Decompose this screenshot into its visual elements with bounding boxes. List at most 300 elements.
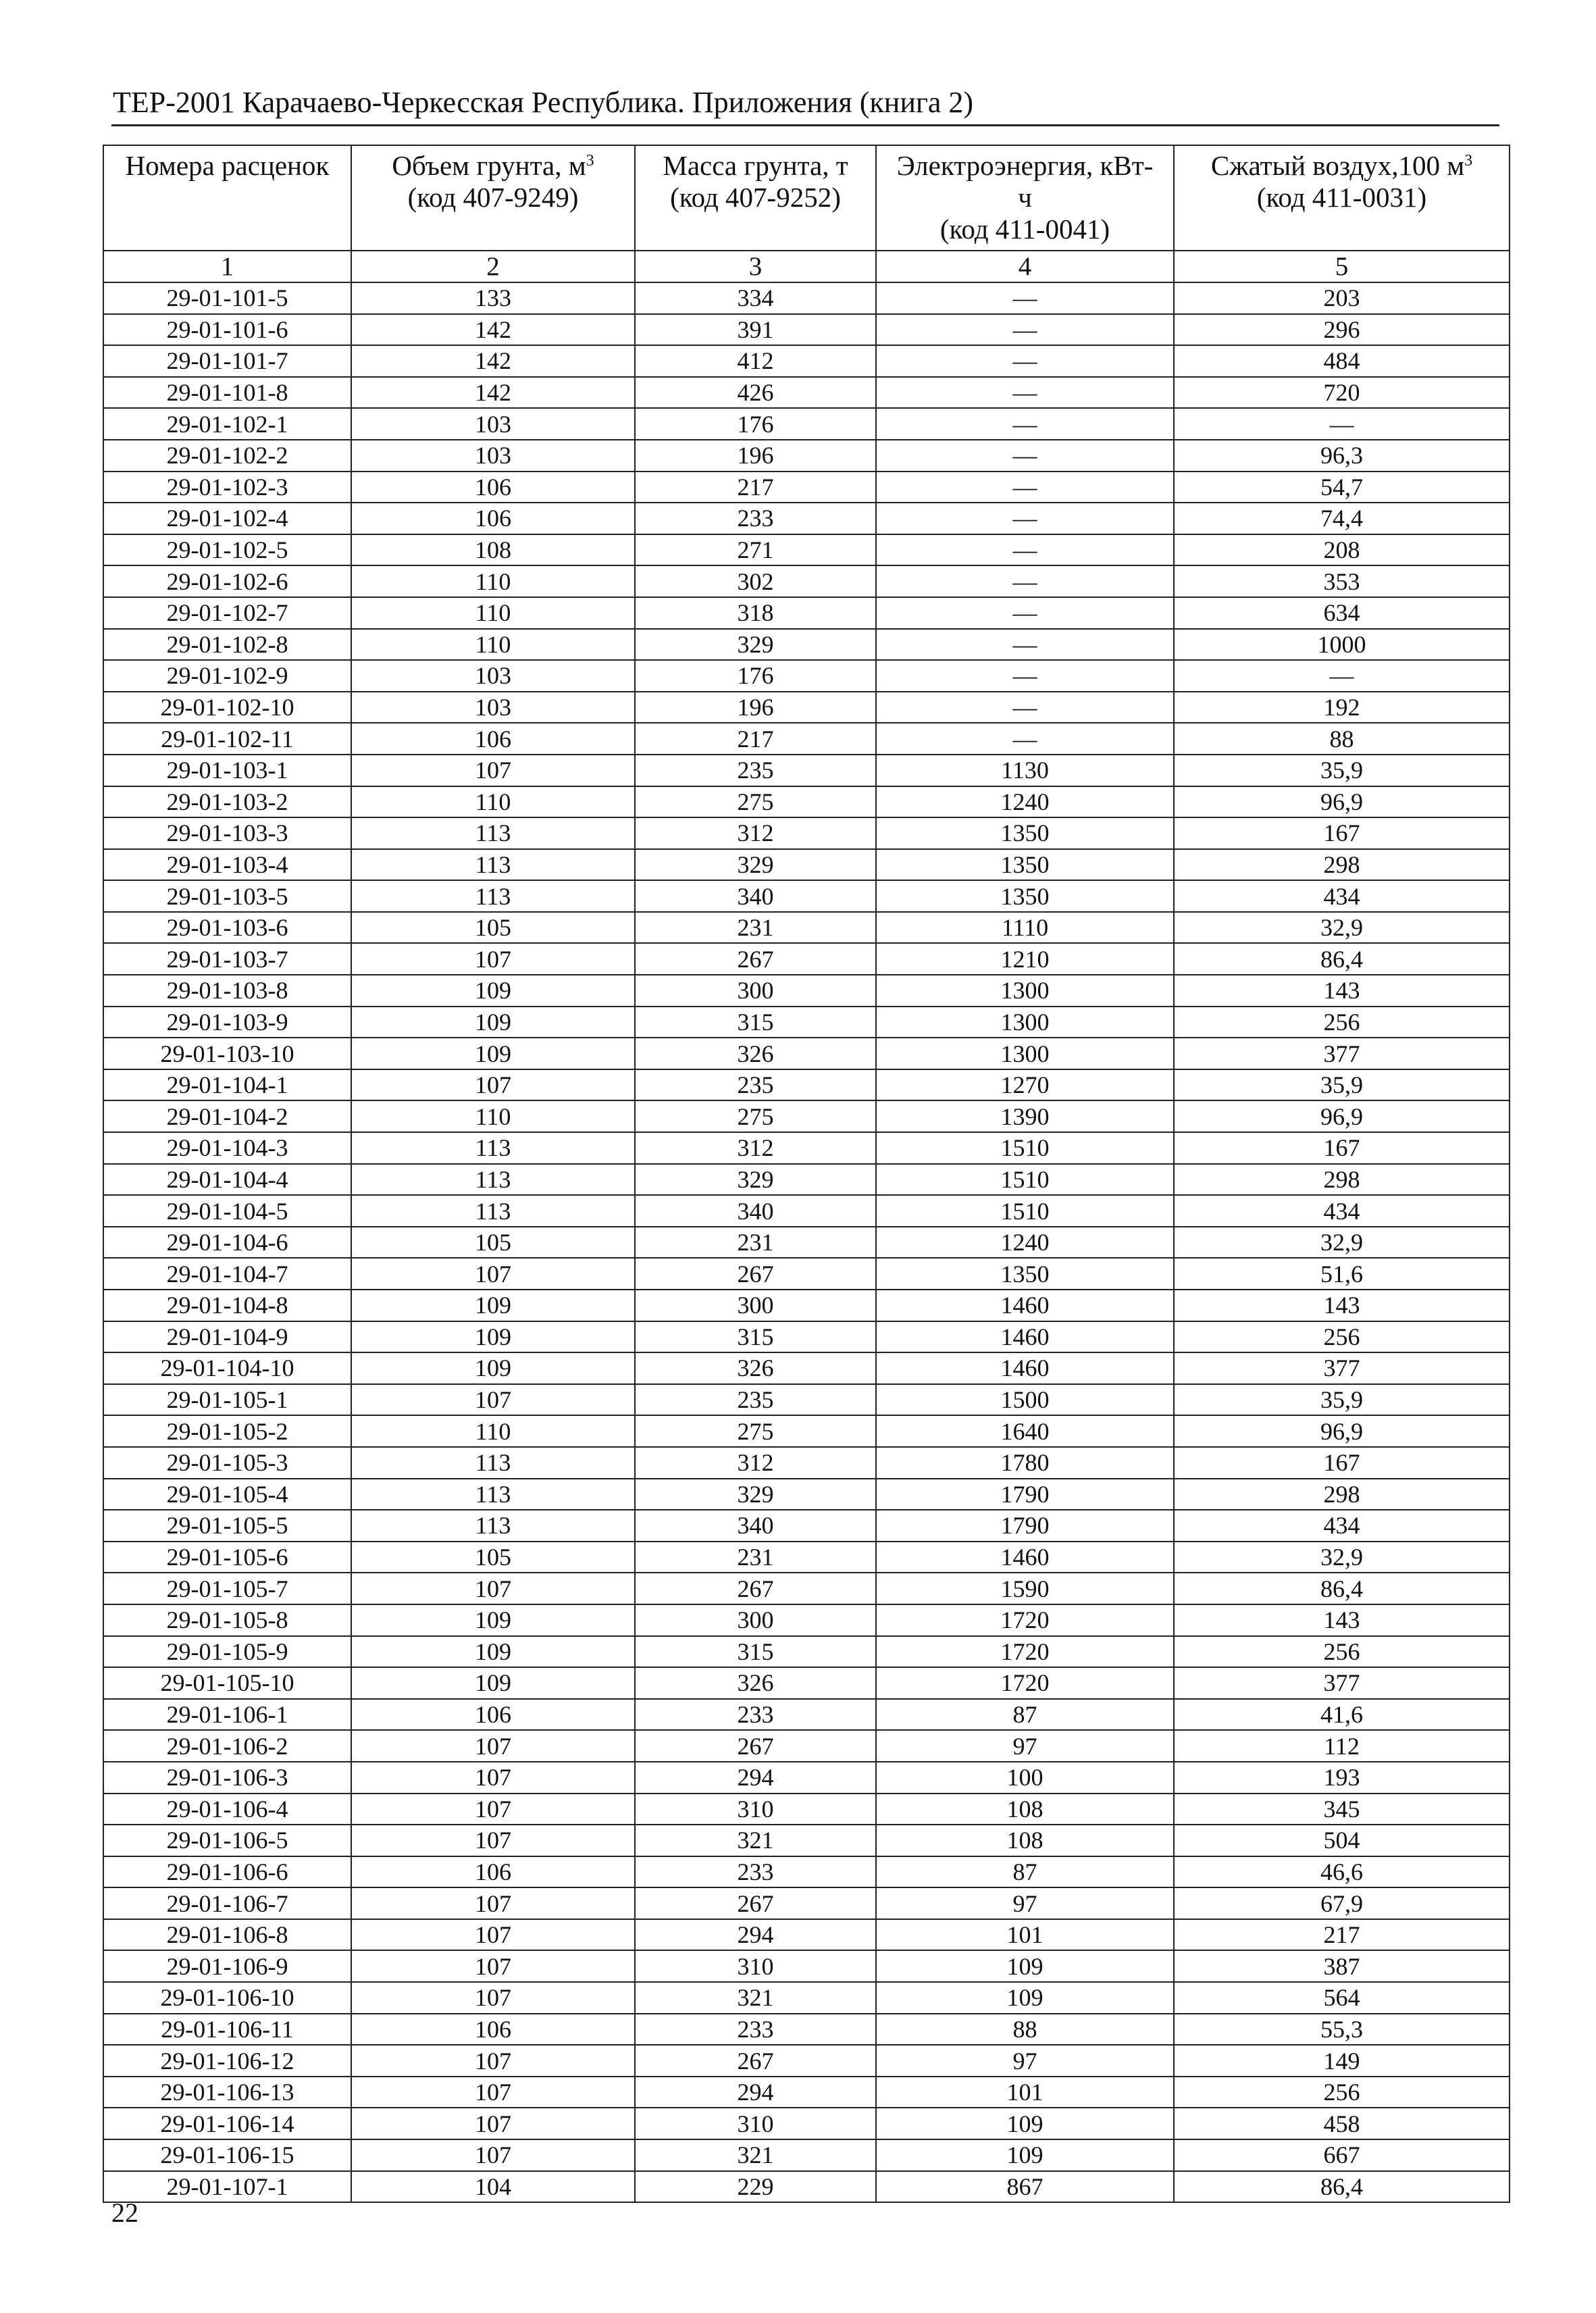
rate-number-cell: 29-01-102-6	[103, 565, 351, 597]
soil-mass-cell: 267	[635, 2045, 876, 2077]
rate-number-cell: 29-01-102-1	[103, 408, 351, 440]
soil-mass-cell: 233	[635, 503, 876, 534]
rate-number-cell: 29-01-106-4	[103, 1794, 351, 1825]
compressed-air-cell: 345	[1174, 1794, 1510, 1825]
compressed-air-cell: —	[1174, 408, 1510, 440]
rate-number-cell: 29-01-102-8	[103, 629, 351, 661]
table-row	[103, 975, 1510, 1007]
electricity-cell: 1460	[876, 1352, 1174, 1384]
compressed-air-cell: 434	[1174, 1510, 1510, 1542]
soil-volume-cell: 107	[351, 2139, 635, 2171]
electricity-cell: 1130	[876, 755, 1174, 786]
table-row	[103, 1794, 1510, 1825]
rate-number-cell: 29-01-106-12	[103, 2045, 351, 2077]
soil-volume-cell: 113	[351, 817, 635, 849]
rate-number-cell: 29-01-102-9	[103, 660, 351, 692]
electricity-cell: 867	[876, 2171, 1174, 2203]
soil-volume-cell: 107	[351, 1887, 635, 1919]
electricity-cell: —	[876, 408, 1174, 440]
electricity-cell: 1780	[876, 1447, 1174, 1479]
table-row	[103, 849, 1510, 881]
table-row	[103, 565, 1510, 597]
electricity-cell: 101	[876, 2077, 1174, 2108]
col-header-compressed-air: Сжатый воздух,100 $м^3$ (код 411-0031)	[1174, 145, 1510, 251]
compressed-air-cell: 96,9	[1174, 1100, 1510, 1132]
electricity-cell: 1510	[876, 1195, 1174, 1227]
rate-number-cell: 29-01-102-3	[103, 472, 351, 503]
rate-number-cell: 29-01-101-7	[103, 345, 351, 377]
electricity-cell: 1300	[876, 1038, 1174, 1069]
table-row	[103, 503, 1510, 534]
soil-mass-cell: 217	[635, 472, 876, 503]
compressed-air-cell: 298	[1174, 1164, 1510, 1196]
soil-volume-cell: 107	[351, 2077, 635, 2108]
table-row	[103, 1290, 1510, 1321]
table-row	[103, 1415, 1510, 1447]
compressed-air-cell: 35,9	[1174, 755, 1510, 786]
rate-number-cell: 29-01-104-2	[103, 1100, 351, 1132]
compressed-air-cell: 208	[1174, 534, 1510, 566]
soil-mass-cell: 233	[635, 1699, 876, 1731]
soil-mass-cell: 275	[635, 786, 876, 818]
page-header	[111, 80, 1499, 126]
soil-mass-cell: 318	[635, 597, 876, 629]
electricity-cell: 1510	[876, 1132, 1174, 1164]
soil-mass-cell: 267	[635, 1730, 876, 1762]
compressed-air-cell: 55,3	[1174, 2014, 1510, 2045]
table-row	[103, 1510, 1510, 1542]
soil-volume-cell: 103	[351, 440, 635, 472]
soil-volume-cell: 105	[351, 1227, 635, 1259]
compressed-air-cell: 434	[1174, 1195, 1510, 1227]
soil-volume-cell: 110	[351, 786, 635, 818]
soil-mass-cell: 300	[635, 1290, 876, 1321]
soil-volume-cell: 105	[351, 1542, 635, 1573]
table-row	[103, 472, 1510, 503]
soil-volume-cell: 110	[351, 629, 635, 661]
electricity-cell: 1790	[876, 1510, 1174, 1542]
soil-mass-cell: 231	[635, 912, 876, 944]
soil-mass-cell: 196	[635, 692, 876, 723]
table-row	[103, 408, 1510, 440]
compressed-air-cell: 1000	[1174, 629, 1510, 661]
soil-volume-cell: 108	[351, 534, 635, 566]
compressed-air-cell: 256	[1174, 1636, 1510, 1668]
compressed-air-cell: 143	[1174, 975, 1510, 1007]
soil-volume-cell: 107	[351, 2045, 635, 2077]
rate-number-cell: 29-01-104-3	[103, 1132, 351, 1164]
soil-volume-cell: 113	[351, 849, 635, 881]
table-row	[103, 786, 1510, 818]
table-row	[103, 1384, 1510, 1416]
soil-volume-cell: 109	[351, 1007, 635, 1038]
soil-volume-cell: 103	[351, 692, 635, 723]
compressed-air-cell: 377	[1174, 1667, 1510, 1699]
electricity-cell: 109	[876, 1950, 1174, 1982]
soil-volume-cell: 110	[351, 597, 635, 629]
electricity-cell: 1350	[876, 849, 1174, 881]
compressed-air-cell: 143	[1174, 1290, 1510, 1321]
soil-volume-cell: 107	[351, 1950, 635, 1982]
electricity-cell: 109	[876, 1982, 1174, 2014]
electricity-cell: 100	[876, 1762, 1174, 1794]
col-header-soil-mass: Масса грунта, т (код 407-9252)	[635, 145, 876, 251]
rate-number-cell: 29-01-105-4	[103, 1479, 351, 1510]
column-number: 5	[1174, 251, 1510, 282]
table-row	[103, 1730, 1510, 1762]
electricity-cell: —	[876, 692, 1174, 723]
soil-mass-cell: 267	[635, 1887, 876, 1919]
electricity-cell: —	[876, 723, 1174, 755]
rate-number-cell: 29-01-106-1	[103, 1699, 351, 1731]
norms-table	[103, 145, 1510, 2203]
soil-mass-cell: 334	[635, 282, 876, 314]
rate-number-cell: 29-01-106-15	[103, 2139, 351, 2171]
table-row	[103, 629, 1510, 661]
soil-volume-cell: 109	[351, 1038, 635, 1069]
electricity-cell: 1350	[876, 1258, 1174, 1290]
electricity-cell: 109	[876, 2139, 1174, 2171]
electricity-cell: —	[876, 503, 1174, 534]
rate-number-cell: 29-01-103-6	[103, 912, 351, 944]
soil-mass-cell: 312	[635, 1447, 876, 1479]
soil-mass-cell: 412	[635, 345, 876, 377]
rate-number-cell: 29-01-103-3	[103, 817, 351, 849]
rate-number-cell: 29-01-102-2	[103, 440, 351, 472]
soil-volume-cell: 106	[351, 1699, 635, 1731]
soil-volume-cell: 107	[351, 1384, 635, 1416]
table-row	[103, 314, 1510, 346]
compressed-air-cell: 298	[1174, 849, 1510, 881]
table-row	[103, 1667, 1510, 1699]
electricity-cell: 97	[876, 1730, 1174, 1762]
page-number: 22	[111, 2197, 138, 2228]
electricity-cell: 1390	[876, 1100, 1174, 1132]
soil-mass-cell: 267	[635, 1573, 876, 1604]
rate-number-cell: 29-01-103-2	[103, 786, 351, 818]
compressed-air-cell: 504	[1174, 1825, 1510, 1856]
soil-volume-cell: 106	[351, 472, 635, 503]
table-row	[103, 1447, 1510, 1479]
soil-mass-cell: 235	[635, 755, 876, 786]
compressed-air-cell: 298	[1174, 1479, 1510, 1510]
compressed-air-cell: 88	[1174, 723, 1510, 755]
electricity-cell: 1460	[876, 1290, 1174, 1321]
table-row	[103, 2014, 1510, 2045]
soil-volume-cell: 107	[351, 1794, 635, 1825]
soil-mass-cell: 294	[635, 1919, 876, 1951]
table-row	[103, 1636, 1510, 1668]
table-row	[103, 1825, 1510, 1856]
table-header-row	[103, 145, 1510, 251]
rate-number-cell: 29-01-103-7	[103, 943, 351, 975]
soil-volume-cell: 105	[351, 912, 635, 944]
electricity-cell: 88	[876, 2014, 1174, 2045]
rate-number-cell: 29-01-106-2	[103, 1730, 351, 1762]
soil-mass-cell: 329	[635, 1479, 876, 1510]
soil-mass-cell: 176	[635, 408, 876, 440]
soil-mass-cell: 329	[635, 1164, 876, 1196]
rate-number-cell: 29-01-106-8	[103, 1919, 351, 1951]
rate-number-cell: 29-01-105-7	[103, 1573, 351, 1604]
table-row	[103, 2171, 1510, 2203]
rate-number-cell: 29-01-105-8	[103, 1604, 351, 1636]
soil-mass-cell: 426	[635, 377, 876, 409]
compressed-air-cell: 96,3	[1174, 440, 1510, 472]
compressed-air-cell: 256	[1174, 1321, 1510, 1353]
rate-number-cell: 29-01-103-1	[103, 755, 351, 786]
rate-number-cell: 29-01-103-4	[103, 849, 351, 881]
soil-volume-cell: 109	[351, 975, 635, 1007]
compressed-air-cell: 32,9	[1174, 912, 1510, 944]
rate-number-cell: 29-01-103-5	[103, 880, 351, 912]
soil-mass-cell: 312	[635, 1132, 876, 1164]
rate-number-cell: 29-01-105-1	[103, 1384, 351, 1416]
compressed-air-cell: 484	[1174, 345, 1510, 377]
soil-volume-cell: 113	[351, 1132, 635, 1164]
soil-volume-cell: 110	[351, 565, 635, 597]
table-row	[103, 1887, 1510, 1919]
soil-volume-cell: 109	[351, 1604, 635, 1636]
soil-volume-cell: 142	[351, 377, 635, 409]
compressed-air-cell: 86,4	[1174, 1573, 1510, 1604]
soil-volume-cell: 113	[351, 880, 635, 912]
soil-mass-cell: 271	[635, 534, 876, 566]
compressed-air-cell: 387	[1174, 1950, 1510, 1982]
electricity-cell: 1460	[876, 1321, 1174, 1353]
compressed-air-cell: 54,7	[1174, 472, 1510, 503]
rate-number-cell: 29-01-106-3	[103, 1762, 351, 1794]
electricity-cell: —	[876, 345, 1174, 377]
table-row	[103, 880, 1510, 912]
table-row	[103, 1699, 1510, 1731]
electricity-cell: 1720	[876, 1667, 1174, 1699]
soil-volume-cell: 142	[351, 314, 635, 346]
electricity-cell: 1640	[876, 1415, 1174, 1447]
table-row	[103, 345, 1510, 377]
electricity-cell: 1240	[876, 786, 1174, 818]
compressed-air-cell: 86,4	[1174, 943, 1510, 975]
compressed-air-cell: 96,9	[1174, 1415, 1510, 1447]
electricity-cell: —	[876, 282, 1174, 314]
rate-number-cell: 29-01-103-8	[103, 975, 351, 1007]
soil-mass-cell: 235	[635, 1384, 876, 1416]
rate-number-cell: 29-01-104-1	[103, 1069, 351, 1101]
table-row	[103, 817, 1510, 849]
compressed-air-cell: 458	[1174, 2108, 1510, 2139]
compressed-air-cell: 434	[1174, 880, 1510, 912]
soil-mass-cell: 315	[635, 1007, 876, 1038]
compressed-air-cell: 46,6	[1174, 1856, 1510, 1888]
compressed-air-cell: 143	[1174, 1604, 1510, 1636]
soil-mass-cell: 235	[635, 1069, 876, 1101]
rate-number-cell: 29-01-105-5	[103, 1510, 351, 1542]
table-row	[103, 723, 1510, 755]
column-numbers-row	[103, 251, 1510, 282]
column-number: 3	[635, 251, 876, 282]
rate-number-cell: 29-01-105-9	[103, 1636, 351, 1668]
rate-number-cell: 29-01-103-9	[103, 1007, 351, 1038]
table-row	[103, 377, 1510, 409]
soil-volume-cell: 133	[351, 282, 635, 314]
soil-mass-cell: 233	[635, 2014, 876, 2045]
soil-mass-cell: 310	[635, 1794, 876, 1825]
soil-mass-cell: 326	[635, 1038, 876, 1069]
compressed-air-cell: 112	[1174, 1730, 1510, 1762]
table-row	[103, 440, 1510, 472]
soil-volume-cell: 107	[351, 1730, 635, 1762]
table-row	[103, 534, 1510, 566]
electricity-cell: 97	[876, 1887, 1174, 1919]
compressed-air-cell: 353	[1174, 565, 1510, 597]
table-row	[103, 660, 1510, 692]
compressed-air-cell: 74,4	[1174, 503, 1510, 534]
soil-mass-cell: 312	[635, 817, 876, 849]
table-row	[103, 1132, 1510, 1164]
soil-volume-cell: 106	[351, 503, 635, 534]
compressed-air-cell: 256	[1174, 1007, 1510, 1038]
electricity-cell: —	[876, 629, 1174, 661]
rate-number-cell: 29-01-101-5	[103, 282, 351, 314]
soil-volume-cell: 107	[351, 1982, 635, 2014]
electricity-cell: 1300	[876, 1007, 1174, 1038]
col-header-electricity: Электроэнергия, кВт- ч (код 411-0041)	[876, 145, 1174, 251]
soil-mass-cell: 329	[635, 629, 876, 661]
electricity-cell: —	[876, 534, 1174, 566]
soil-volume-cell: 107	[351, 755, 635, 786]
table-row	[103, 1856, 1510, 1888]
table-row	[103, 1258, 1510, 1290]
electricity-cell: 1350	[876, 880, 1174, 912]
soil-mass-cell: 340	[635, 1510, 876, 1542]
rate-number-cell: 29-01-104-4	[103, 1164, 351, 1196]
electricity-cell: 1510	[876, 1164, 1174, 1196]
soil-volume-cell: 107	[351, 1258, 635, 1290]
soil-mass-cell: 229	[635, 2171, 876, 2203]
compressed-air-cell: 256	[1174, 2077, 1510, 2108]
soil-mass-cell: 300	[635, 975, 876, 1007]
electricity-cell: —	[876, 377, 1174, 409]
compressed-air-cell: 192	[1174, 692, 1510, 723]
rate-number-cell: 29-01-102-5	[103, 534, 351, 566]
electricity-cell: 1590	[876, 1573, 1174, 1604]
column-number: 2	[351, 251, 635, 282]
compressed-air-cell: 167	[1174, 1447, 1510, 1479]
column-number: 1	[103, 251, 351, 282]
compressed-air-cell: 720	[1174, 377, 1510, 409]
rate-number-cell: 29-01-104-10	[103, 1352, 351, 1384]
soil-volume-cell: 113	[351, 1195, 635, 1227]
electricity-cell: 109	[876, 2108, 1174, 2139]
compressed-air-cell: 149	[1174, 2045, 1510, 2077]
rate-number-cell: 29-01-106-9	[103, 1950, 351, 1982]
electricity-cell: 1110	[876, 912, 1174, 944]
table-row	[103, 1542, 1510, 1573]
table-row	[103, 597, 1510, 629]
compressed-air-cell: 193	[1174, 1762, 1510, 1794]
rate-number-cell: 29-01-104-5	[103, 1195, 351, 1227]
soil-volume-cell: 107	[351, 1069, 635, 1101]
table-body	[103, 282, 1510, 2202]
soil-volume-cell: 109	[351, 1667, 635, 1699]
soil-volume-cell: 103	[351, 408, 635, 440]
table-row	[103, 2045, 1510, 2077]
soil-volume-cell: 110	[351, 1100, 635, 1132]
table-row	[103, 755, 1510, 786]
compressed-air-cell: 217	[1174, 1919, 1510, 1951]
soil-mass-cell: 340	[635, 1195, 876, 1227]
col-header-soil-volume: Объем грунта, $м^3$ (код 407-9249)	[351, 145, 635, 251]
rate-number-cell: 29-01-106-13	[103, 2077, 351, 2108]
rate-number-cell: 29-01-106-14	[103, 2108, 351, 2139]
soil-mass-cell: 391	[635, 314, 876, 346]
soil-volume-cell: 113	[351, 1164, 635, 1196]
soil-mass-cell: 310	[635, 1950, 876, 1982]
compressed-air-cell: 167	[1174, 817, 1510, 849]
soil-volume-cell: 106	[351, 723, 635, 755]
electricity-cell: 108	[876, 1794, 1174, 1825]
compressed-air-cell: 377	[1174, 1352, 1510, 1384]
table-row	[103, 1604, 1510, 1636]
table-row	[103, 1227, 1510, 1259]
rate-number-cell: 29-01-102-11	[103, 723, 351, 755]
soil-volume-cell: 106	[351, 2014, 635, 2045]
soil-mass-cell: 267	[635, 943, 876, 975]
table-row	[103, 1762, 1510, 1794]
soil-volume-cell: 107	[351, 1919, 635, 1951]
compressed-air-cell: 296	[1174, 314, 1510, 346]
table-row	[103, 1479, 1510, 1510]
electricity-cell: 108	[876, 1825, 1174, 1856]
electricity-cell: 1790	[876, 1479, 1174, 1510]
rate-number-cell: 29-01-104-8	[103, 1290, 351, 1321]
rate-number-cell: 29-01-106-7	[103, 1887, 351, 1919]
compressed-air-cell: 667	[1174, 2139, 1510, 2171]
table-row	[103, 1950, 1510, 1982]
soil-volume-cell: 106	[351, 1856, 635, 1888]
electricity-cell: 1240	[876, 1227, 1174, 1259]
soil-mass-cell: 231	[635, 1542, 876, 1573]
soil-mass-cell: 231	[635, 1227, 876, 1259]
table-row	[103, 2077, 1510, 2108]
table-row	[103, 1164, 1510, 1196]
rate-number-cell: 29-01-106-11	[103, 2014, 351, 2045]
table-row	[103, 1069, 1510, 1101]
soil-mass-cell: 275	[635, 1100, 876, 1132]
soil-mass-cell: 217	[635, 723, 876, 755]
compressed-air-cell: 167	[1174, 1132, 1510, 1164]
electricity-cell: 87	[876, 1699, 1174, 1731]
table-row	[103, 2108, 1510, 2139]
compressed-air-cell: 32,9	[1174, 1542, 1510, 1573]
col-header-rate-numbers: Номера расценок	[103, 145, 351, 251]
rate-number-cell: 29-01-101-8	[103, 377, 351, 409]
soil-volume-cell: 107	[351, 1825, 635, 1856]
rate-number-cell: 29-01-104-9	[103, 1321, 351, 1353]
soil-mass-cell: 321	[635, 1982, 876, 2014]
table-row	[103, 2139, 1510, 2171]
electricity-cell: 101	[876, 1919, 1174, 1951]
soil-mass-cell: 326	[635, 1352, 876, 1384]
compressed-air-cell: 35,9	[1174, 1384, 1510, 1416]
soil-volume-cell: 107	[351, 2108, 635, 2139]
rate-number-cell: 29-01-102-4	[103, 503, 351, 534]
rate-number-cell: 29-01-105-6	[103, 1542, 351, 1573]
soil-mass-cell: 329	[635, 849, 876, 881]
electricity-cell: 1720	[876, 1604, 1174, 1636]
rate-number-cell: 29-01-105-2	[103, 1415, 351, 1447]
table-row	[103, 1573, 1510, 1604]
